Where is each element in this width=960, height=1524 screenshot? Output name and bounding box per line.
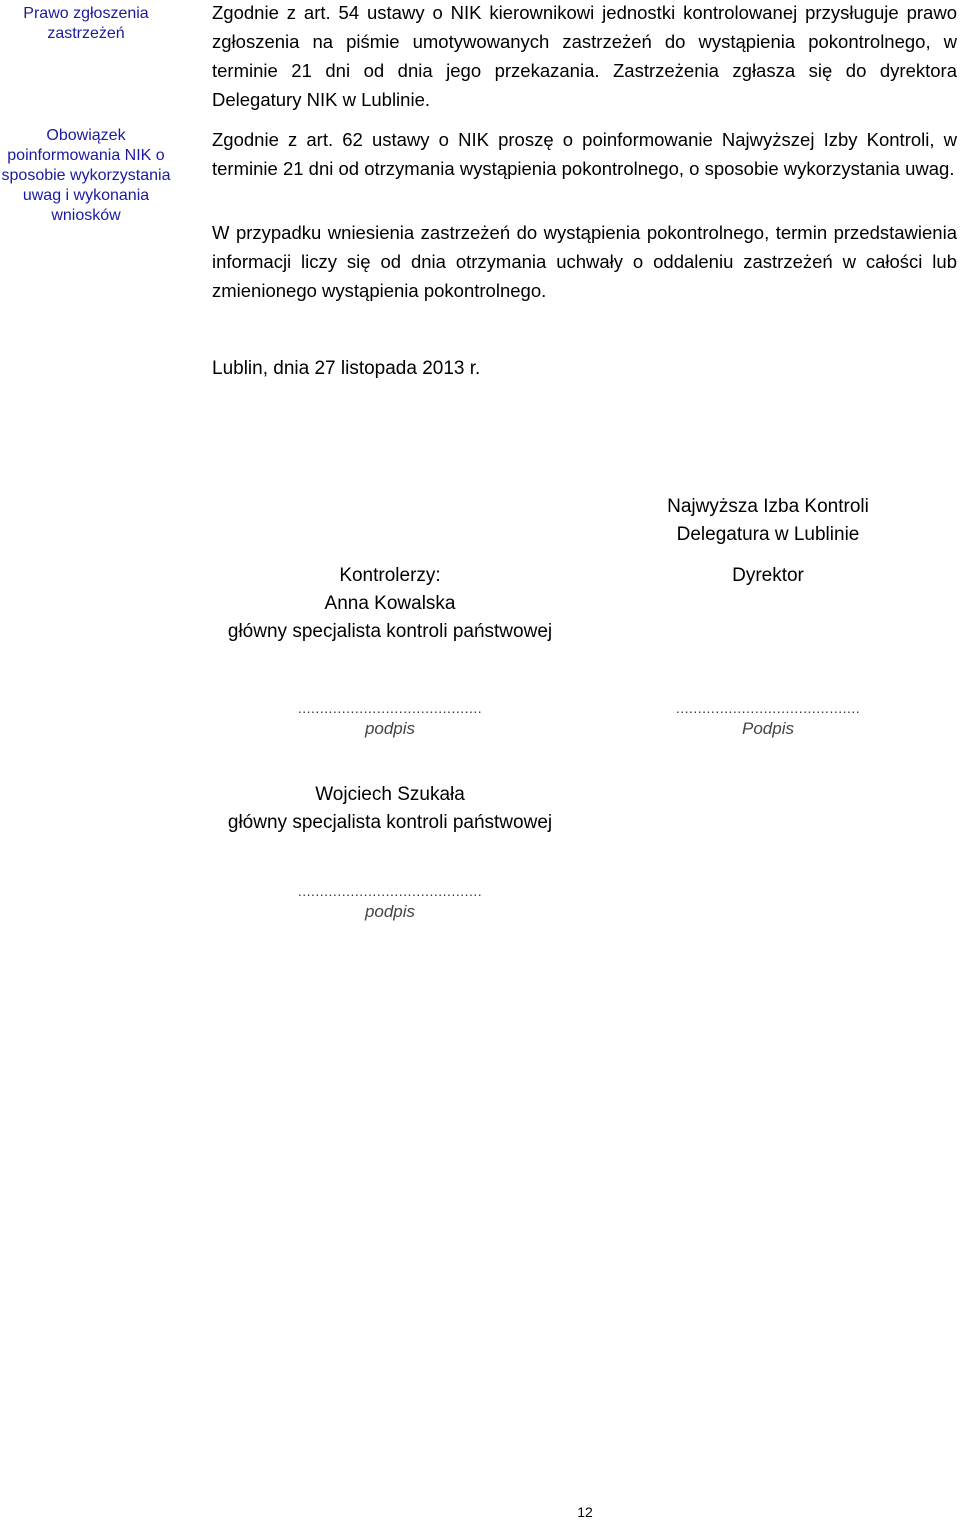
margin-note-objections-right: Prawo zgłoszenia zastrzeżeń	[23, 5, 149, 42]
inspectors-label: Kontrolerzy:	[339, 565, 441, 586]
inspectors-block	[200, 562, 580, 646]
signature-line-1: ..........................................	[297, 700, 483, 716]
inspector-2-block	[200, 781, 580, 837]
signature-line-director: ..........................................	[675, 700, 861, 716]
inspector-1-role: główny specjalista kontroli państwowej	[227, 621, 553, 642]
institution-block	[600, 493, 936, 549]
page-number: 12	[577, 1504, 593, 1520]
signature-caption-director: Podpis	[742, 719, 794, 738]
signature-caption-1: podpis	[364, 719, 416, 738]
branch-name: Delegatura w Lublinie	[676, 524, 860, 545]
signature-caption-2: podpis	[364, 902, 416, 921]
inspector-1-name: Anna Kowalska	[324, 593, 456, 614]
director-title: Dyrektor	[732, 565, 804, 586]
institution-name: Najwyższa Izba Kontroli	[667, 496, 869, 517]
signature-line-2: ..........................................	[297, 883, 483, 899]
margin-note-notification-duty: Obowiązek poinformowania NIK o sposobie wykorzystania uwag i wykonania wniosków	[1, 127, 171, 224]
paragraph-notification: Zgodnie z art. 62 ustawy o NIK proszę o poinformowanie Najwyższej Izby Kontroli, w terminie 21 dni od otrzymania wystąpienia pokontrolnego, o sposobie wykorzystania uwag.	[212, 129, 957, 179]
paragraph-deadline: W przypadku wniesienia zastrzeżeń do wystąpienia pokontrolnego, termin przedstawienia informacji liczy się od dnia otrzymania uchwały o oddaleniu zastrzeżeń w całości lub zmienionego wystąpienia pokontrolnego.	[212, 222, 957, 301]
paragraph-objections: Zgodnie z art. 54 ustawy o NIK kierownikowi jednostki kontrolowanej przysługuje prawo zgłoszenia na piśmie umotywowanych zastrzeżeń do wystąpienia pokontrolnego, w terminie 21 dni od dnia jego przekazania. Zastrzeżenia zgłasza się do dyrektora Delegatury NIK w Lublinie.	[212, 2, 957, 110]
director-block	[600, 562, 936, 590]
inspector-2-role: główny specjalista kontroli państwowej	[227, 812, 553, 833]
place-and-date: Lublin, dnia 27 listopada 2013 r.	[212, 358, 481, 379]
inspector-2-name: Wojciech Szukała	[315, 784, 465, 805]
